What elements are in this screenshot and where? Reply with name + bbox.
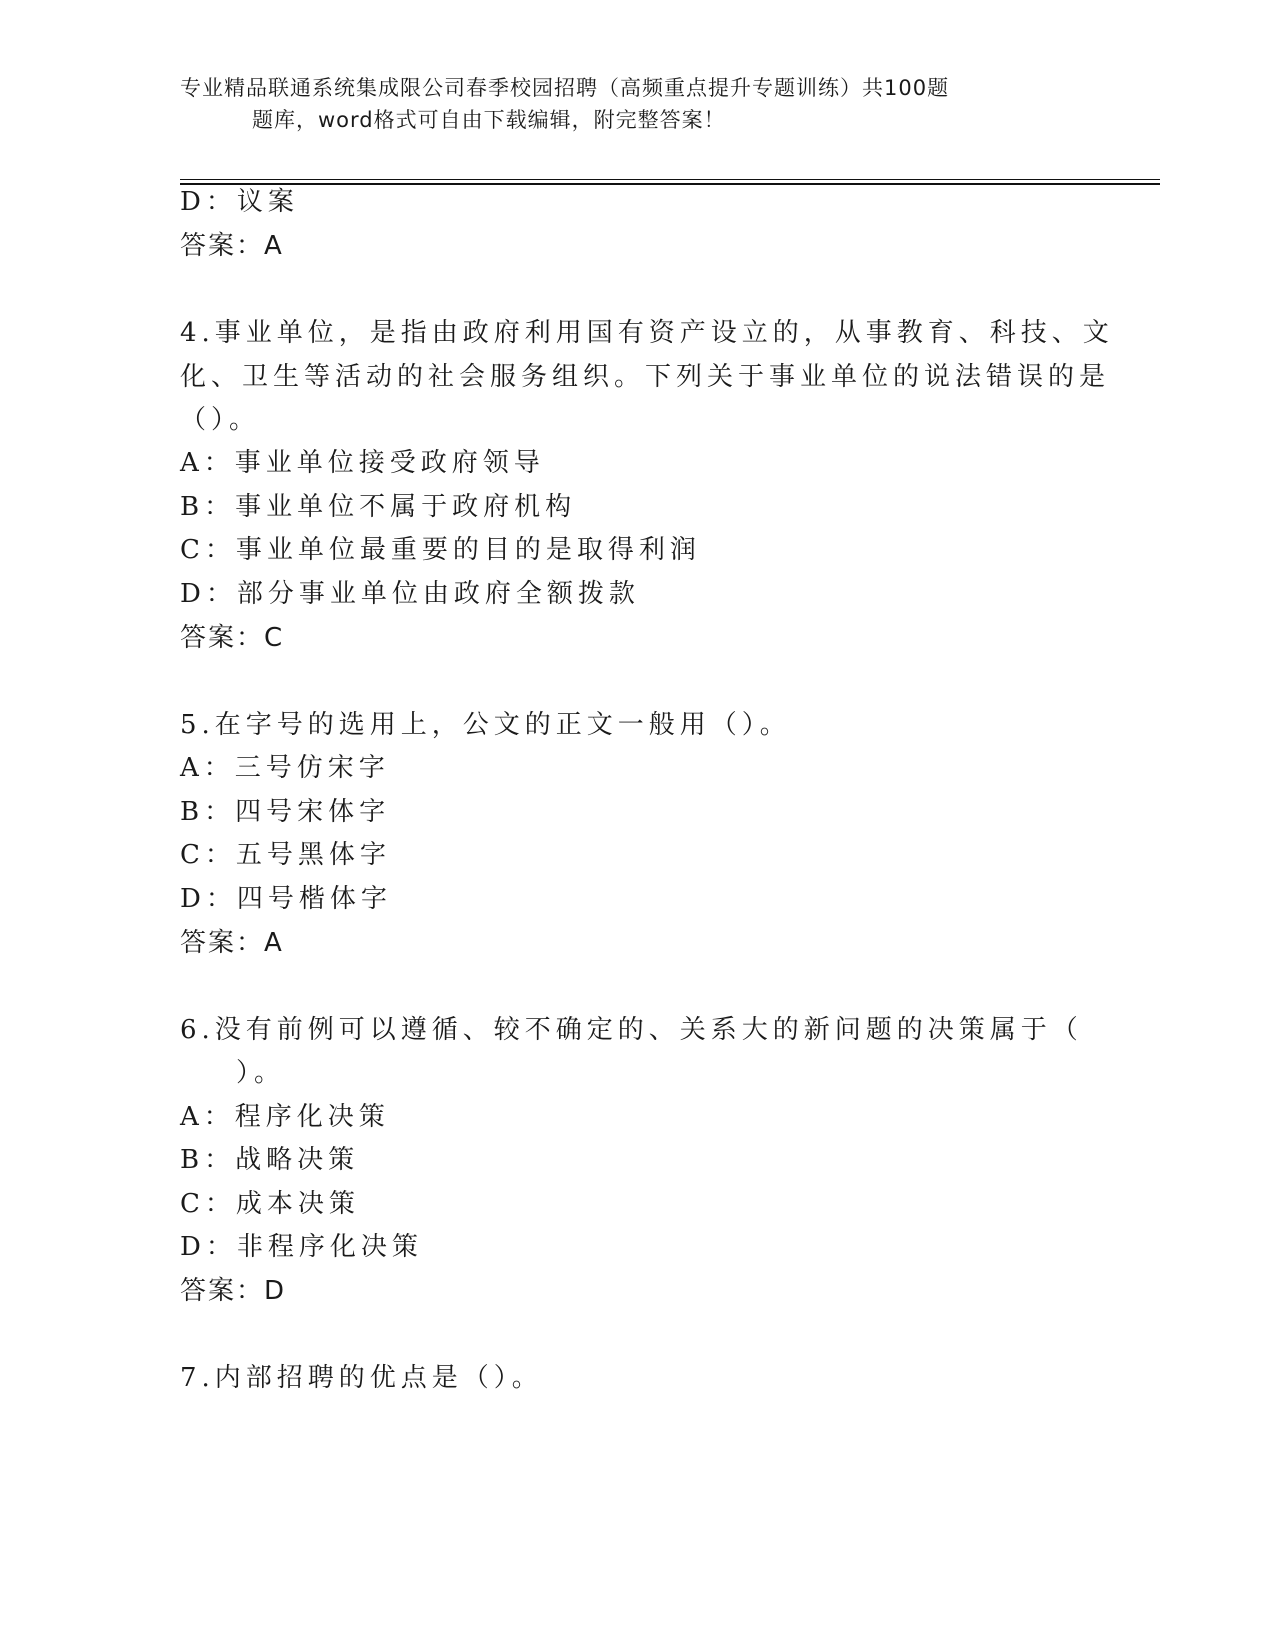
q4-stem-line2: 化、卫生等活动的社会服务组织。下列关于事业单位的说法错误的是 [180, 362, 1111, 392]
q4-option-c: C：事业单位最重要的目的是取得利润 [180, 535, 701, 565]
q5-option-c: C：五号黑体字 [180, 840, 391, 870]
q6-option-a: A：程序化决策 [180, 1102, 390, 1132]
q6-option-c: C：成本决策 [180, 1189, 360, 1219]
q7-stem-line1: 7.内部招聘的优点是（）。 [180, 1363, 543, 1393]
q5-option-a: A：三号仿宋字 [180, 753, 390, 783]
q6-stem-line2: ）。 [236, 1058, 286, 1088]
q5-stem-line1: 5.在字号的选用上，公文的正文一般用（）。 [180, 710, 791, 740]
q5-option-b: B：四号宋体字 [180, 797, 391, 827]
q3-answer: 答案：A [180, 231, 284, 261]
q4-stem-line3: （）。 [180, 405, 261, 435]
q6-option-d: D：非程序化决策 [180, 1232, 423, 1262]
q5-answer: 答案：A [180, 928, 284, 958]
q4-option-d: D：部分事业单位由政府全额拨款 [180, 579, 640, 609]
q6-answer: 答案：D [180, 1276, 287, 1306]
q4-option-a: A：事业单位接受政府领导 [180, 448, 545, 478]
q6-option-b: B：战略决策 [180, 1145, 360, 1175]
header-rule-thin [180, 179, 1160, 180]
header-title-line2: 题库，word格式可自由下载编辑，附完整答案！ [252, 108, 726, 132]
q4-option-b: B：事业单位不属于政府机构 [180, 492, 577, 522]
header-rule-thick [180, 183, 1160, 185]
q3-option-d: D：议案 [180, 187, 299, 217]
q6-stem-line1: 6.没有前例可以遵循、较不确定的、关系大的新问题的决策属于（ [180, 1015, 1083, 1045]
header-title-line1: 专业精品联通系统集成限公司春季校园招聘（高频重点提升专题训练）共100题 [180, 76, 950, 100]
document-header [180, 72, 1110, 136]
q5-option-d: D：四号楷体字 [180, 884, 392, 914]
q4-answer: 答案：C [180, 623, 285, 653]
q4-stem-line1: 4.事业单位，是指由政府利用国有资产设立的，从事教育、科技、文 [180, 318, 1114, 348]
